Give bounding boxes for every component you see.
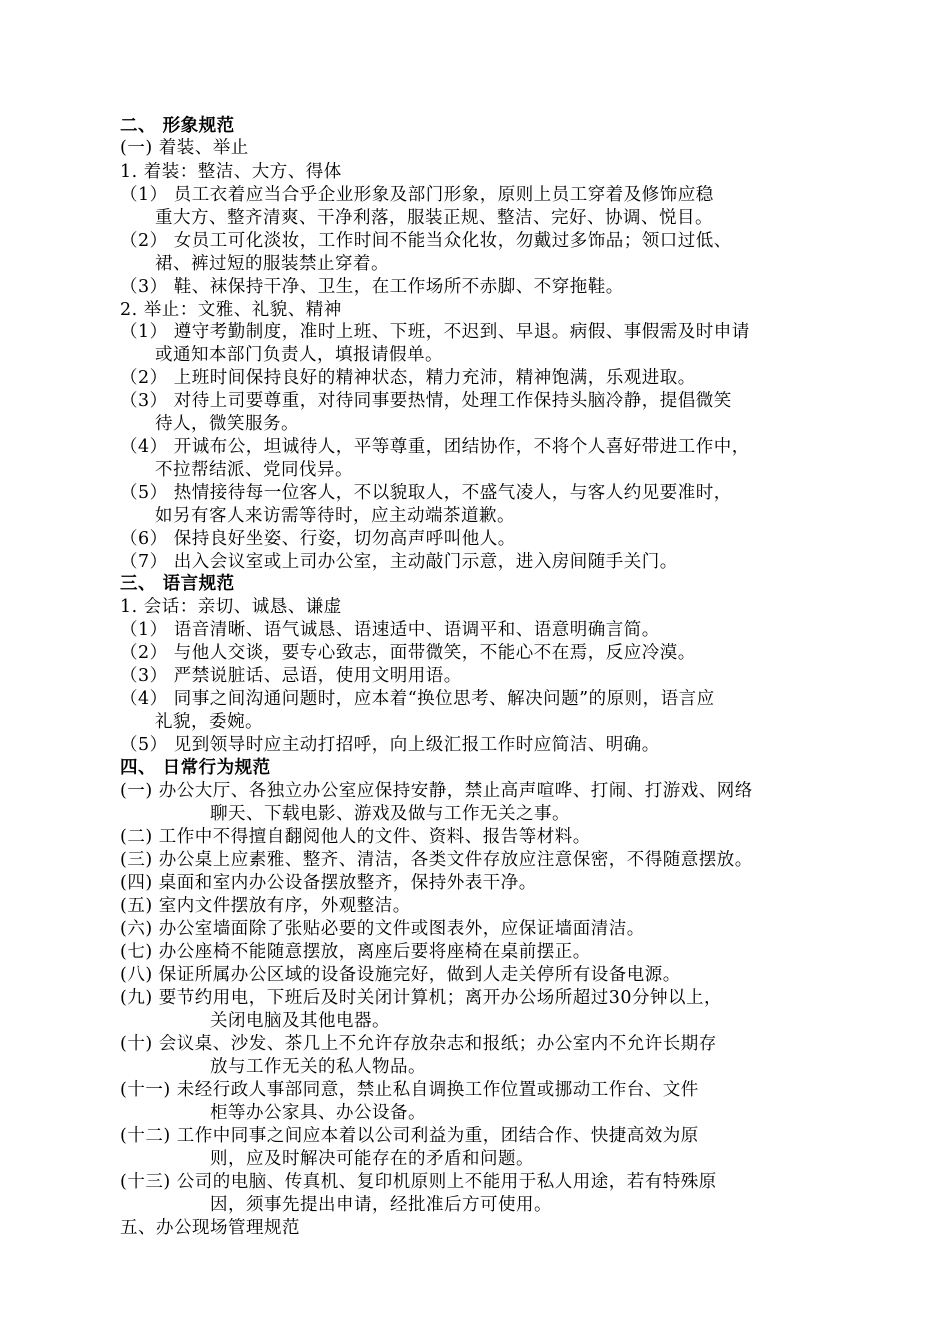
- text-line: 如另有客人来访需等待时，应主动端茶道歉。: [155, 506, 515, 526]
- text-line: （3） 鞋、袜保持干净、卫生，在工作场所不赤脚、不穿拖鞋。: [120, 277, 624, 297]
- text-line: 柜等办公家具、办公设备。: [210, 1103, 426, 1123]
- text-line: 聊天、下载电影、游戏及做与工作无关之事。: [210, 804, 570, 824]
- text-line: (八) 保证所属办公区域的设备设施完好，做到人走关停所有设备电源。: [120, 965, 681, 985]
- subsection-heading: (一) 着装、举止: [120, 138, 249, 158]
- text-line: （1） 遵守考勤制度，准时上班、下班，不迟到、早退。病假、事假需及时申请: [120, 322, 750, 342]
- section-heading: 四、 日常行为规范: [120, 758, 271, 778]
- text-line: 待人，微笑服务。: [155, 414, 299, 434]
- item-heading: 1. 着装：整洁、大方、得体: [120, 162, 342, 182]
- text-line: （3） 严禁说脏话、忌语，使用文明用语。: [120, 666, 462, 686]
- text-line: （2） 与他人交谈，要专心致志，面带微笑，不能心不在焉，反应冷漠。: [120, 643, 696, 663]
- section-heading: 二、 形象规范: [120, 116, 235, 136]
- text-line: (四) 桌面和室内办公设备摆放整齐，保持外表干净。: [120, 873, 537, 893]
- text-line: 裙、裤过短的服装禁止穿着。: [155, 254, 389, 274]
- item-heading: 2. 举止：文雅、礼貌、精神: [120, 300, 342, 320]
- text-line: (五) 室内文件摆放有序，外观整洁。: [120, 896, 411, 916]
- text-line: (七) 办公座椅不能随意摆放，离座后要将座椅在桌前摆正。: [120, 942, 591, 962]
- text-line: （4） 同事之间沟通问题时，应本着“换位思考、解决问题”的原则，语言应: [120, 689, 715, 709]
- text-line: （5） 见到领导时应主动打招呼，向上级汇报工作时应简洁、明确。: [120, 735, 660, 755]
- text-line: (十) 会议桌、沙发、茶几上不允许存放杂志和报纸；办公室内不允许长期存: [120, 1034, 717, 1054]
- text-line: (二) 工作中不得擅自翻阅他人的文件、资料、报告等材料。: [120, 827, 591, 847]
- text-line: (三) 办公桌上应素雅、整齐、清洁，各类文件存放应注意保密，不得随意摆放。: [120, 850, 753, 870]
- text-line: 或通知本部门负责人，填报请假单。: [155, 345, 443, 365]
- text-line: （5） 热情接待每一位客人，不以貌取人，不盛气凌人，与客人约见要准时，: [120, 483, 732, 503]
- text-line: (一) 办公大厅、各独立办公室应保持安静，禁止高声喧哗、打闹、打游戏、网络: [120, 781, 753, 801]
- text-line: 则，应及时解决可能存在的矛盾和问题。: [210, 1149, 534, 1169]
- text-line: 重大方、整齐清爽、干净利落，服装正规、整洁、完好、协调、悦目。: [155, 208, 713, 228]
- text-line: （3） 对待上司要尊重，对待同事要热情，处理工作保持头脑冷静，提倡微笑: [120, 391, 732, 411]
- text-line: （4） 开诚布公，坦诚待人，平等尊重，团结协作，不将个人喜好带进工作中，: [120, 437, 750, 457]
- text-line: (九) 要节约用电，下班后及时关闭计算机；离开办公场所超过30分钟以上，: [120, 988, 722, 1008]
- section-heading: 五、办公现场管理规范: [120, 1218, 300, 1238]
- text-line: （7） 出入会议室或上司办公室，主动敲门示意，进入房间随手关门。: [120, 552, 678, 572]
- text-line: 不拉帮结派、党同伐异。: [155, 460, 353, 480]
- item-heading: 1. 会话：亲切、诚恳、谦虚: [120, 597, 342, 617]
- text-line: 因，须事先提出申请，经批准后方可使用。: [210, 1195, 552, 1215]
- text-line: (十二) 工作中同事之间应本着以公司利益为重，团结合作、快捷高效为原: [120, 1126, 699, 1146]
- section-heading: 三、 语言规范: [120, 574, 235, 594]
- text-line: （6） 保持良好坐姿、行姿，切勿高声呼叫他人。: [120, 529, 516, 549]
- text-line: （2） 上班时间保持良好的精神状态，精力充沛，精神饱满，乐观进取。: [120, 368, 696, 388]
- text-line: (十三) 公司的电脑、传真机、复印机原则上不能用于私人用途，若有特殊原: [120, 1172, 717, 1192]
- text-line: (十一) 未经行政人事部同意，禁止私自调换工作位置或挪动工作台、文件: [120, 1080, 699, 1100]
- text-line: 关闭电脑及其他电器。: [210, 1011, 390, 1031]
- text-line: （2） 女员工可化淡妆，工作时间不能当众化妆，勿戴过多饰品；领口过低、: [120, 231, 732, 251]
- text-line: (六) 办公室墙面除了张贴必要的文件或图表外，应保证墙面清洁。: [120, 919, 645, 939]
- text-line: 礼貌，委婉。: [155, 712, 263, 732]
- text-line: 放与工作无关的私人物品。: [210, 1057, 426, 1077]
- text-line: （1） 语音清晰、语气诚恳、语速适中、语调平和、语意明确言简。: [120, 620, 660, 640]
- text-line: （1） 员工衣着应当合乎企业形象及部门形象，原则上员工穿着及修饰应稳: [120, 185, 714, 205]
